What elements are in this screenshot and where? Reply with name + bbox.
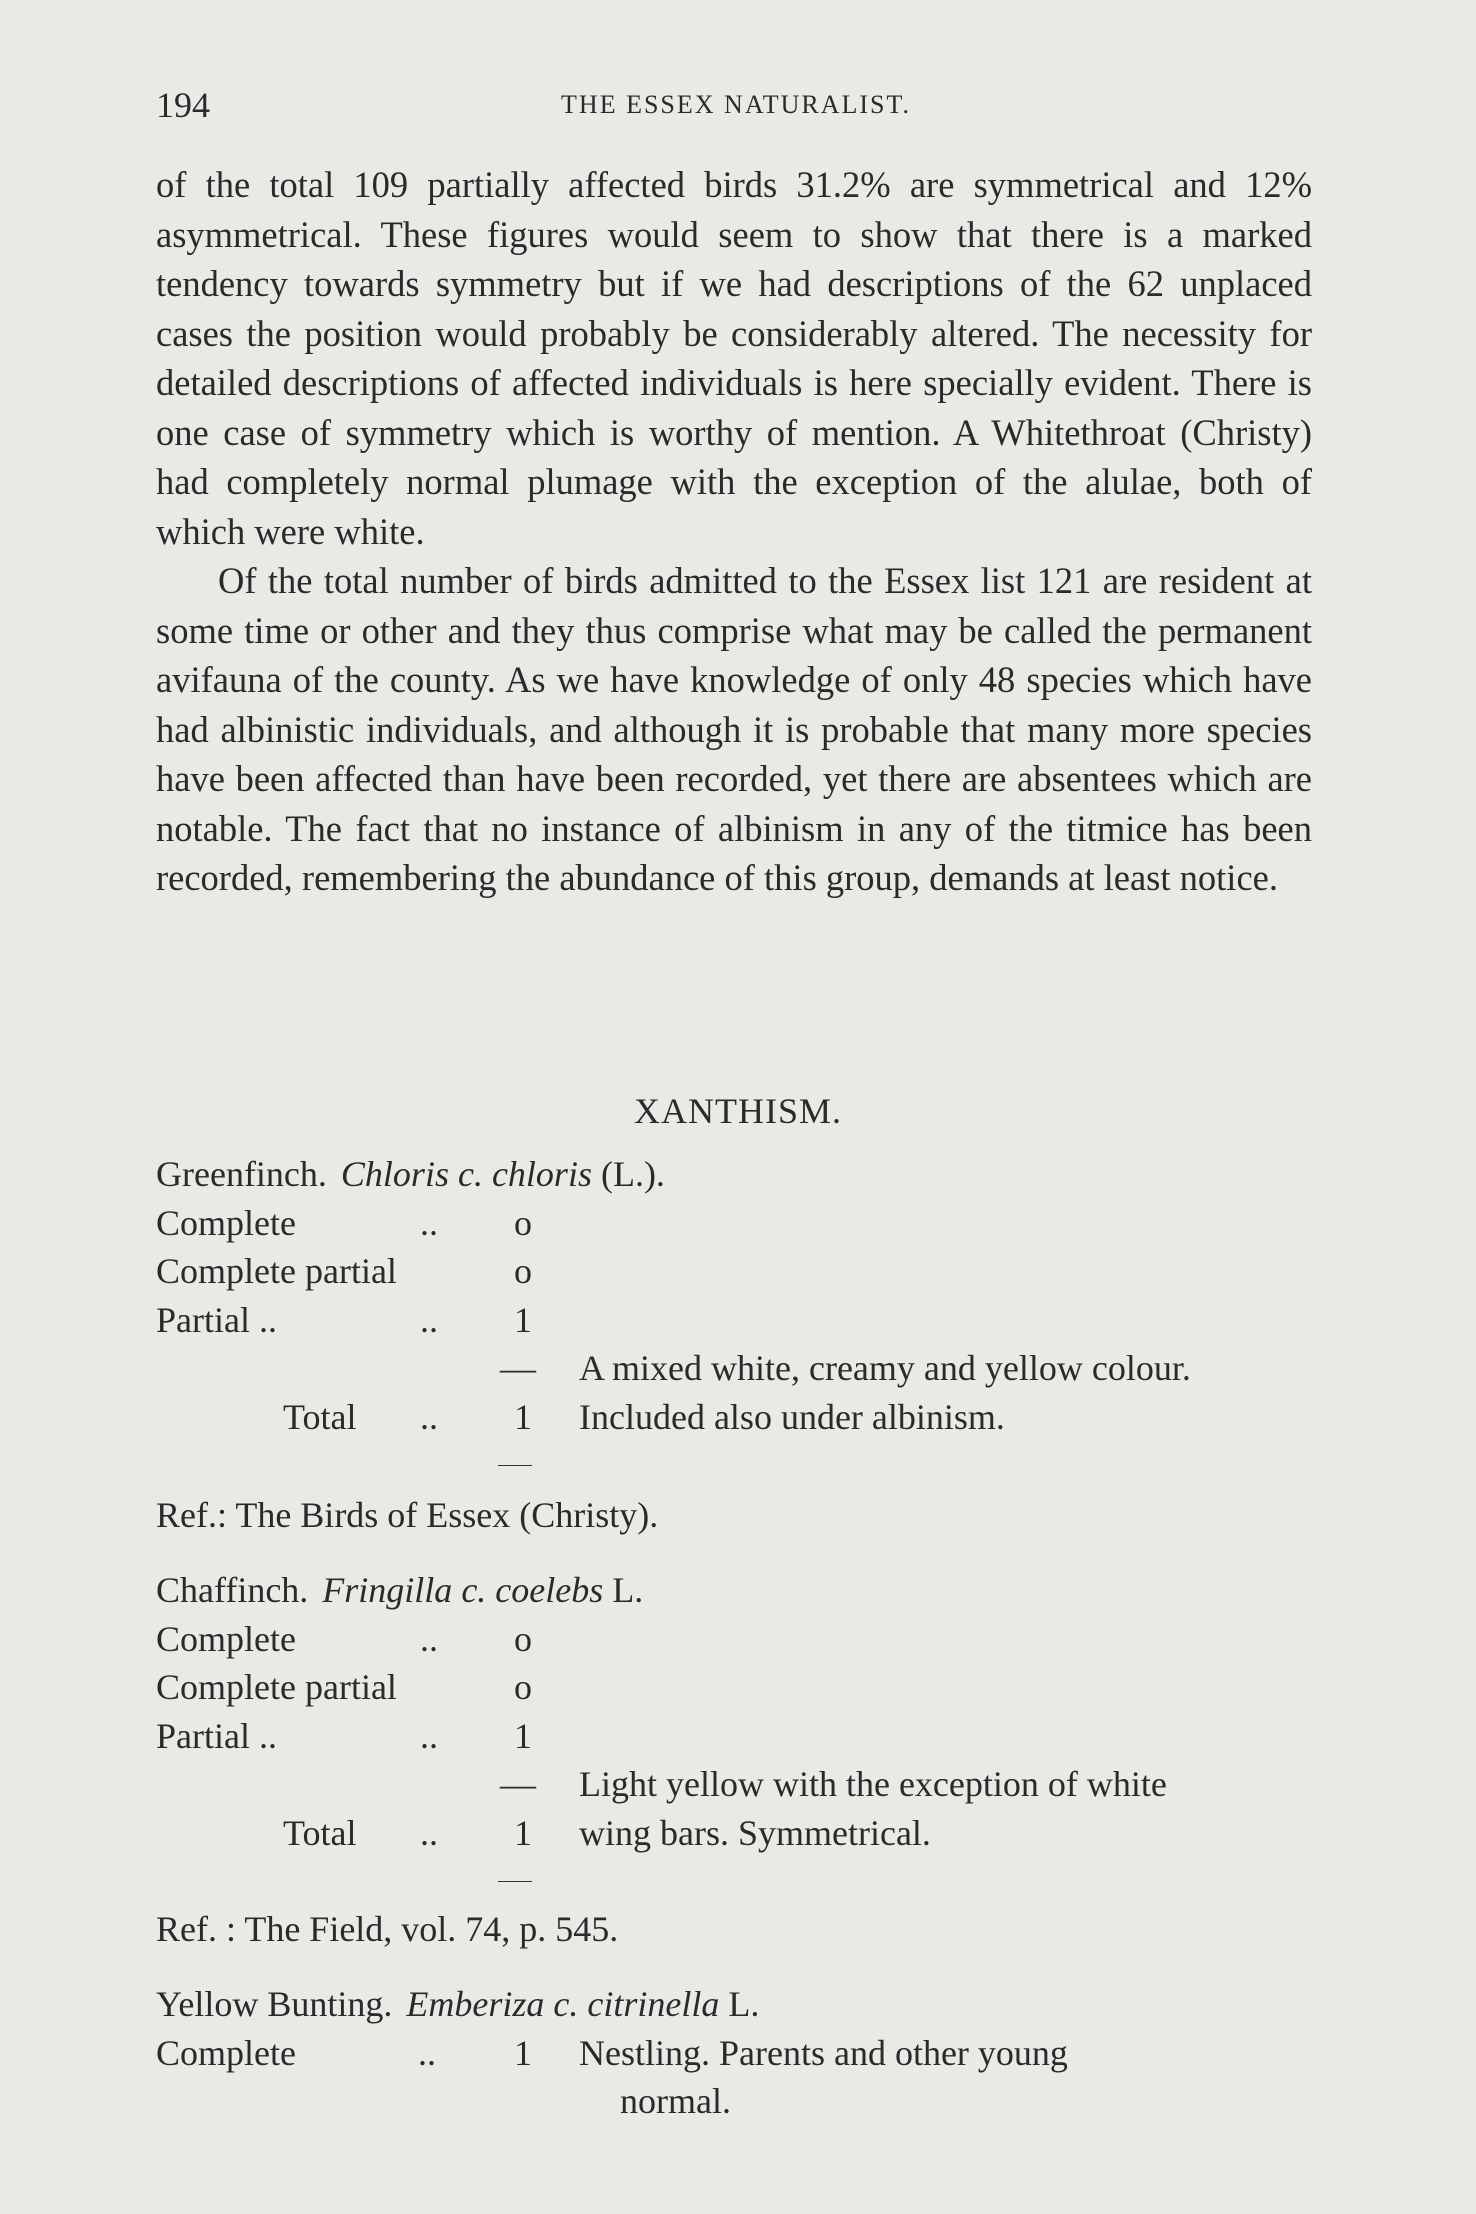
species-abbr: c. <box>457 1154 483 1194</box>
row-complete <box>156 1199 1326 1248</box>
row-dots: .. <box>420 1396 438 1437</box>
authority: (L.). <box>600 1154 665 1194</box>
row-label: Complete <box>156 2032 296 2073</box>
row-value: 1 <box>514 1715 532 1756</box>
row-value: o <box>514 1618 532 1659</box>
reference: Ref.: The Birds of Essex (Christy). <box>156 1495 659 1535</box>
row-note <box>156 1344 1326 1393</box>
row-value: 1 <box>514 2032 532 2073</box>
common-name: Chaffinch. <box>156 1570 309 1610</box>
row-label: Complete <box>156 1618 296 1659</box>
species-name: chloris <box>491 1154 592 1194</box>
note-line: normal. <box>620 2081 731 2121</box>
entry-yellow-bunting <box>156 1980 1326 2126</box>
row-label: Partial .. <box>156 1715 277 1756</box>
section-title: XANTHISM. <box>633 1091 842 1131</box>
dash-divider: — <box>500 1348 536 1388</box>
row-total <box>156 1809 1326 1858</box>
species-line <box>156 1980 759 2029</box>
page-number: 194 <box>156 85 210 125</box>
note-line: Included also under albinism. <box>579 1396 1005 1437</box>
total-label: Total <box>283 1812 357 1853</box>
row-rule <box>156 1857 1326 1906</box>
common-name: Yellow Bunting. <box>156 1984 393 2024</box>
row-label: Partial .. <box>156 1299 277 1340</box>
row-note <box>156 1760 1326 1809</box>
total-value: 1 <box>514 1812 532 1853</box>
genus-name: Fringilla <box>322 1570 453 1610</box>
row-total <box>156 1393 1326 1442</box>
row-partial <box>156 1296 1326 1345</box>
note-line: wing bars. Symmetrical. <box>579 1812 931 1853</box>
row-value: o <box>514 1667 532 1707</box>
row-complete <box>156 2029 1326 2078</box>
dash-divider: — <box>500 1764 536 1804</box>
row-note-continued <box>156 2077 1326 2126</box>
species-line <box>156 1150 665 1199</box>
note-line: A mixed white, creamy and yellow colour. <box>579 1348 1191 1388</box>
note-line: Light yellow with the exception of white <box>579 1764 1167 1804</box>
row-complete <box>156 1615 1326 1664</box>
total-rule <box>498 1465 532 1466</box>
total-value: 1 <box>514 1396 532 1437</box>
authority: L. <box>612 1570 644 1610</box>
row-label: Complete partial <box>156 1667 397 1707</box>
row-label: Complete partial <box>156 1251 397 1291</box>
note-line: Nestling. Parents and other young <box>579 2032 1068 2073</box>
species-heading <box>156 1150 1326 1199</box>
common-name: Greenfinch. <box>156 1154 327 1194</box>
species-line <box>156 1566 643 1615</box>
total-rule <box>498 1881 532 1882</box>
row-value: o <box>514 1202 532 1243</box>
row-partial <box>156 1712 1326 1761</box>
row-dots: .. <box>420 1812 438 1853</box>
row-value: 1 <box>514 1299 532 1340</box>
row-dots: .. <box>420 1618 438 1659</box>
genus-name: Emberiza <box>406 1984 545 2024</box>
row-dots: .. <box>420 1299 438 1340</box>
paragraph-1: of the total 109 partially affected birds 31.2% are symmetrical and 12% asymmetrical. These figures would seem to show that there is a marked tendency towards symmetry but if we had descriptions of the 62 unplaced cases the position would probably be considerably altered. The necessity for detailed descriptions of affected individuals is here specially evident. There is one case of symmetry which is worthy of mention. A Whitethroat (Christy) had completely normal plumage with the exception of the alulae, both of which were white. <box>156 164 1312 552</box>
row-value: o <box>514 1251 532 1291</box>
paragraph-2: Of the total number of birds admitted to the Essex list 121 are resident at some time or other and they thus comprise what may be called the permanent avifauna of the county. As we have knowledge of only 48 species which have had albinistic individuals, and although it is probable that many more species have been affected than have been recorded, yet there are absentees which are notable. The fact that no instance of albinism in any of the titmice has been recorded, remembering the abundance of this group, demands at least notice. <box>156 560 1312 898</box>
row-rule <box>156 1441 1326 1490</box>
running-title: THE ESSEX NATURALIST. <box>561 90 911 119</box>
total-label: Total <box>283 1396 357 1437</box>
species-abbr: c. <box>553 1984 579 2024</box>
body-text <box>156 160 1312 903</box>
species-name: coelebs <box>495 1570 604 1610</box>
page-header <box>156 84 1316 134</box>
species-abbr: c. <box>461 1570 487 1610</box>
row-label: Complete <box>156 1202 296 1243</box>
row-complete-partial <box>156 1247 1326 1296</box>
species-heading <box>156 1980 1326 2029</box>
entry-greenfinch <box>156 1150 1326 1490</box>
row-complete-partial <box>156 1663 1326 1712</box>
genus-name: Chloris <box>340 1154 449 1194</box>
species-name: citrinella <box>587 1984 720 2024</box>
row-dots: .. <box>420 1202 438 1243</box>
row-dots: .. <box>420 1715 438 1756</box>
row-dots: .. <box>418 2032 436 2073</box>
species-heading <box>156 1566 1326 1615</box>
authority: L. <box>728 1984 760 2024</box>
entry-chaffinch <box>156 1566 1326 1906</box>
reference: Ref. : The Field, vol. 74, p. 545. <box>156 1909 619 1949</box>
